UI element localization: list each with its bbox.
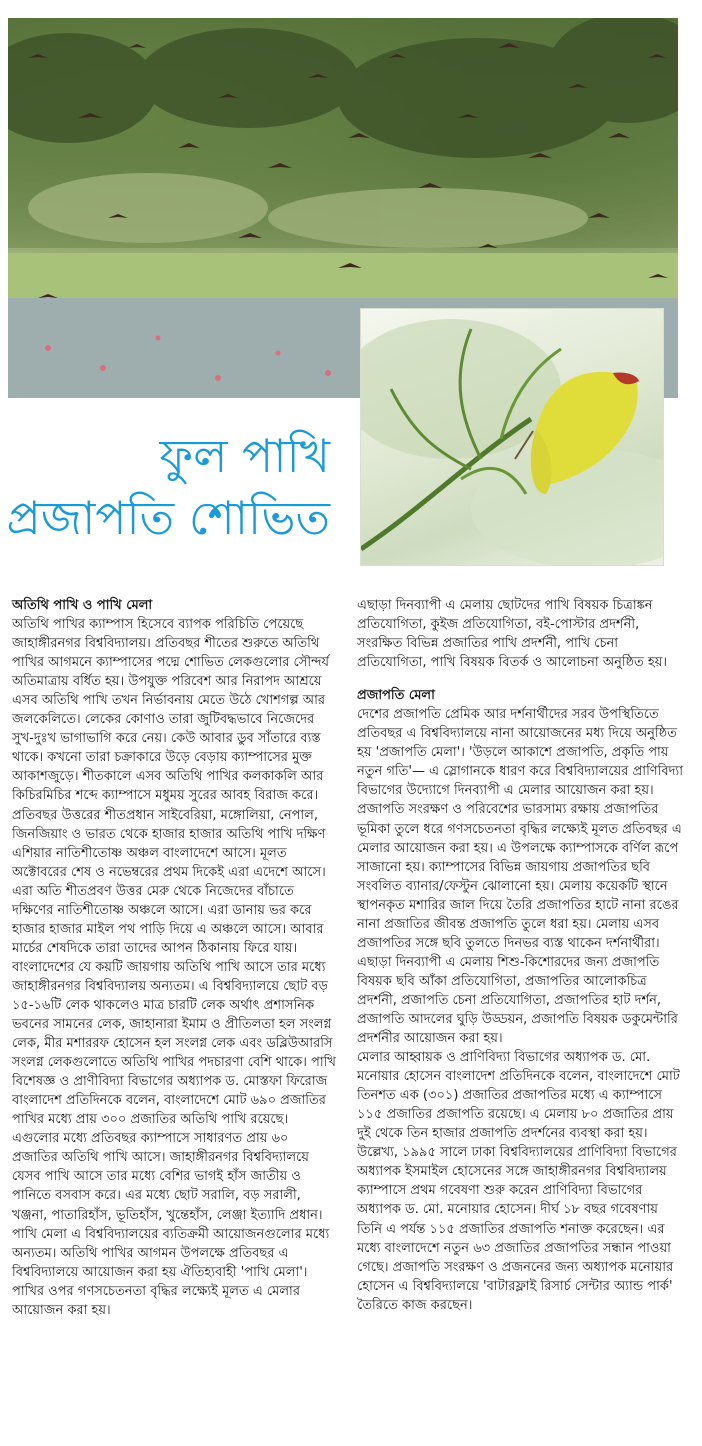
article-title-line2: প্রজাপতি শোভিত xyxy=(6,491,330,545)
butterfly-photo xyxy=(360,308,664,566)
left-column xyxy=(12,596,338,1320)
paragraph: পাখি মেলা এ বিশ্ববিদ্যালয়ের ব্যতিক্রমী আয়োজনগুলোর মধ্যে অন্যতম। অতিথি পাখির আগমন উপলক্ষে প্রতিবছর এ বিশ্ববিদ্যালয়ে আয়োজন করা হয় ঐতিহ্যবাহী 'পাখি মেলা'। পাখির ওপর গণসচেতনতা বৃদ্ধির লক্ষ্যেই মূলত এ মেলার আয়োজন করা হয়। xyxy=(12,1226,330,1318)
section-heading-butterfly-fair: প্রজাপতি মেলা xyxy=(357,688,435,704)
paragraph: অতিথি পাখির ক্যাম্পাস হিসেবে ব্যাপক পরিচিতি পেয়েছে জাহাঙ্গীরনগর বিশ্ববিদ্যালয়। প্রতিবছর শীতের শুরুতে অতিথি পাখির আগমনে ক্যাম্পাসের পদ্মে শোভিত লেকগুলোর সৌন্দর্য অতিমাত্রায় বর্ধিত হয়। উপযুক্ত পরিবেশ আর নিরাপদ আশ্রয়ে এসব অতিথি পাখি তখন নির্ভাবনায় মেতে উঠে খোশগল্প আর জলকেলিতে। লেকের কোণাও তারা জুটিবদ্ধভাবে নিজেদের সুখ-দুঃখ ভাগাভাগি করে নেয়। কেউ আবার ডুব সাঁতারে ব্যস্ত থাকে। কখনো তারা চক্রাকারে উড়ে বেড়ায় ক্যাম্পাসের মুক্ত আকাশজুড়ে। শীতকালে এসব অতিথি পাখির কলকাকলি আর কিচিরমিচির শব্দে ক্যাম্পাসে মধুময় সুরের আবহ বিরাজ করে। xyxy=(12,617,330,804)
paragraph: প্রতিবছর উত্তরের শীতপ্রধান সাইবেরিয়া, মঙ্গোলিয়া, নেপাল, জিনজিয়াং ও ভারত থেকে হাজার হাজার অতিথি পাখি দক্ষিণ এশিয়ার নাতিশীতোষ্ণ অঞ্চল বাংলাদেশে আসে। মূলত অক্টোবরের শেষ ও নভেম্বরের প্রথম দিকেই এরা এদেশে আসে। এরা অতি শীতপ্রবণ উত্তর মেরু থেকে নিজেদের বাঁচাতে দক্ষিণের নাতিশীতোষ্ণ অঞ্চলে আসে। এরা ডানায় ভর করে হাজার হাজার মাইল পথ পাড়ি দিয়ে এ অঞ্চলে আসে। আবার মার্চের শেষদিকে তারা তাদের আপন ঠিকানায় ফিরে যায়। বাংলাদেশের যে কয়টি জায়গায় অতিথি পাখি আসে তার মধ্যে জাহাঙ্গীরনগর বিশ্ববিদ্যালয় অন্যতম। এ বিশ্ববিদ্যালয়ে ছোট বড় ১৫-১৬টি লেক থাকলেও মাত্র চারটি লেক অর্থাৎ প্রশাসনিক ভবনের সামনের লেক, জাহানারা ইমাম ও প্রীতিলতা হল সংলগ্ন লেক, মীর মশাররফ হোসেন হল সংলগ্ন লেক এবং ডব্লিউআরসি সংলগ্ন লেকগুলোতে অতিথি পাখির পদচারণা বেশি থাকে। পাখি বিশেষজ্ঞ ও প্রাণীবিদ্যা বিভাগের অধ্যাপক ড. মোস্তফা ফিরোজ বাংলাদেশ প্রতিদিনকে বলেন, বাংলাদেশে মোট ৬৯০ প্রজাতির পাখির মধ্যে প্রায় ৩০০ প্রজাতির অতিথি পাখি রয়েছে। এগুলোর মধ্যে প্রতিবছর ক্যাম্পাসে সাধারণত প্রায় ৬০ প্রজাতির অতিথি পাখি আসে। জাহাঙ্গীরনগর বিশ্ববিদ্যালয়ে যেসব পাখি আসে তার মধ্যে বেশির ভাগই হাঁস জাতীয় ও পানিতে বসবাস করে। এর মধ্যে ছোট সরালি, বড় সরালী, খঞ্জনা, পাতারিহাঁস, ভূতিহাঁস, খুন্তেহাঁস, লেঞ্জা ইত্যাদি প্রধান। xyxy=(12,807,336,1223)
paragraph: মেলার আহ্বায়ক ও প্রাণিবিদ্যা বিভাগের অধ্যাপক ড. মো. মনোয়ার হোসেন বাংলাদেশ প্রতিদিনকে বলেন, বাংলাদেশে মোট তিনশত এক (৩০১) প্রজাতির প্রজাপতির মধ্যে এ ক্যাম্পাসে ১১৫ প্রজাতির প্রজাপতি রয়েছে। এ মেলায় ৮০ প্রজাতির প্রায় দুই থেকে তিন হাজার প্রজাপতি প্রদর্শনের ব্যবস্থা করা হয়। উল্লেখ্য, ১৯৯৫ সালে ঢাকা বিশ্ববিদ্যালয়ের প্রাণিবিদ্যা বিভাগের অধ্যাপক ইসমাইল হোসেনের সঙ্গে জাহাঙ্গীরনগর বিশ্ববিদ্যালয় ক্যাম্পাসে প্রথম গবেষণা শুরু করেন প্রাণিবিদ্যা বিভাগের অধ্যাপক ড. মো. মনোয়ার হোসেন। দীর্ঘ ১৮ বছর গবেষণায় তিনি এ পর্যন্ত ১১৫ প্রজাতির প্রজাপতি শনাক্ত করেছেন। এর মধ্যে বাংলাদেশে নতুন ৬৩ প্রজাতির প্রজাপতির সন্ধান পাওয়া গেছে। প্রজাপতি সংরক্ষণ ও প্রজননের জন্য অধ্যাপক মনোয়ার হোসেন এ বিশ্ববিদ্যালয়ে 'বাটারফ্লাই রিসার্চ সেন্টার অ্যান্ড পার্ক' তৈরিতে কাজ করছেন। xyxy=(357,1050,680,1313)
article-title-line1: ফুল পাখি xyxy=(159,429,330,483)
paragraph: এছাড়া দিনব্যাপী এ মেলায় ছোটদের পাখি বিষয়ক চিত্রাঙ্কন প্রতিযোগিতা, কুইজ প্রতিযোগিতা, বই-পোস্টার প্রদর্শনী, সংরক্ষিত বিভিন্ন প্রজাতির পাখি প্রদর্শনী, পাখি চেনা প্রতিযোগিতা, পাখি বিষয়ক বিতর্ক ও আলোচনা অনুষ্ঠিত হয়। xyxy=(357,598,668,671)
butterfly-photo-drawing xyxy=(361,309,663,565)
section-heading-bird-fair: অতিথি পাখি ও পাখি মেলা xyxy=(12,598,153,613)
section-spacer xyxy=(357,672,687,686)
paragraph: দেশের প্রজাপতি প্রেমিক আর দর্শনার্থীদের সরব উপস্থিতিতে প্রতিবছর এ বিশ্ববিদ্যালয়ে নানা আয়োজনের মধ্য দিয়ে অনুষ্ঠিত হয় 'প্রজাপতি মেলা'। 'উড়লে আকাশে প্রজাপতি, প্রকৃতি পায় নতুন গতি'— এ স্লোগানকে ধারণ করে বিশ্ববিদ্যালয়ের প্রাণিবিদ্যা বিভাগের উদ্যোগে দিনব্যাপী এ মেলার আয়োজন করা হয়। প্রজাপতি সংরক্ষণ ও পরিবেশের ভারসাম্য রক্ষায় প্রজাপতির ভূমিকা তুলে ধরে গণসচেতনতা বৃদ্ধির লক্ষ্যেই মূলত প্রতিবছর এ মেলার আয়োজন করা হয়। এ উপলক্ষে ক্যাম্পাসকে বর্ণিল রূপে সাজানো হয়। ক্যাম্পাসের বিভিন্ন জায়গায় প্রজাপতির ছবি সংবলিত ব্যানার/ফেস্টুন ঝোলানো হয়। মেলায় কয়েকটি স্থানে স্থাপনকৃত মশারির জাল দিয়ে তৈরি প্রজাপতির হাটে নানা রঙের নানা প্রজাতির জীবন্ত প্রজাপতি তুলে ধরা হয়। মেলায় এসব প্রজাপতির সঙ্গে ছবি তুলতে দিনভর ব্যস্ত থাকেন দর্শনার্থীরা। এছাড়া দিনব্যাপী এ মেলায় শিশু-কিশোরদের জন্য প্রজাপতি বিষয়ক ছবি আঁকা প্রতিযোগিতা, প্রজাপতির আলোকচিত্র প্রদর্শনী, প্রজাপতি চেনা প্রতিযোগিতা, প্রজাপতির হাট দর্শন, প্রজাপতি আদলের ঘুড়ি উড্ডয়ন, প্রজাপতি বিষয়ক ডকুমেন্টারি প্রদর্শনীর আয়োজন করা হয়। xyxy=(357,707,683,1047)
article-title xyxy=(6,425,330,549)
right-column xyxy=(357,596,687,1315)
